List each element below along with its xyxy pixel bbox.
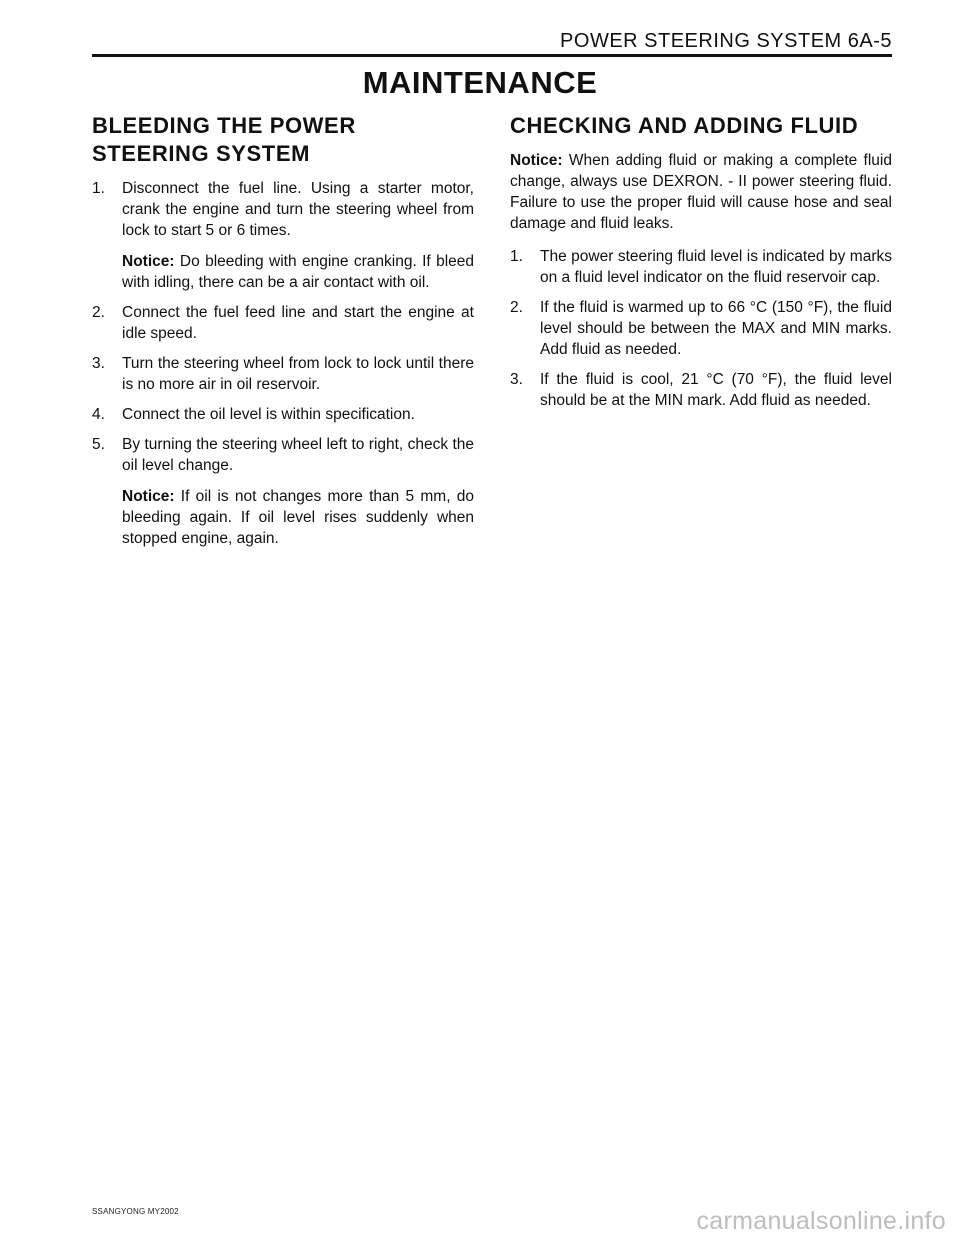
checking-intro-notice — [510, 150, 892, 234]
step-text: Connect the fuel feed line and start the engine at idle speed. — [122, 304, 474, 342]
bleeding-heading — [92, 112, 474, 168]
bleeding-steps — [92, 178, 474, 549]
step-text: Turn the steering wheel from lock to lock until there is no more air in oil reservoir. — [122, 355, 474, 393]
step-text: The power steering fluid level is indicated by marks on a fluid level indicator on the fluid reservoir cap. — [540, 248, 892, 286]
checking-section — [510, 112, 892, 420]
bleeding-section — [92, 112, 474, 558]
checking-heading: CHECKING AND ADDING FLUID — [510, 113, 859, 138]
list-item — [92, 178, 474, 293]
step-number: 1. — [92, 180, 105, 197]
step-number: 2. — [510, 299, 523, 316]
page-header-title: POWER STEERING SYSTEM 6A-5 — [560, 30, 892, 52]
page-title: MAINTENANCE — [362, 65, 598, 100]
step-number: 4. — [92, 406, 105, 423]
step-text: Connect the oil level is within specification. — [122, 406, 415, 423]
list-item — [92, 353, 474, 395]
list-item — [92, 302, 474, 344]
step-text: If the fluid is warmed up to 66 °C (150 °F), the fluid level should be between the MAX and MIN marks. Add fluid as needed. — [540, 299, 892, 358]
notice-text: When adding fluid or making a complete fluid change, always use DEXRON. - II power steering fluid. Failure to use the proper fluid will cause hose and seal damage and fluid leaks. — [510, 152, 892, 232]
bleeding-heading-line1: BLEEDING THE POWER — [92, 113, 356, 138]
step-text: By turning the steering wheel left to right, check the oil level change. — [122, 436, 474, 474]
checking-steps — [510, 246, 892, 411]
notice-label: Notice: — [122, 253, 175, 270]
site-watermark: carmanualsonline.info — [696, 1207, 946, 1235]
step-notice — [122, 251, 474, 293]
step-text: If the fluid is cool, 21 °C (70 °F), the fluid level should be at the MIN mark. Add fluid as needed. — [540, 371, 892, 409]
step-number: 1. — [510, 248, 523, 265]
step-number: 3. — [92, 355, 105, 372]
bleeding-heading-line2: STEERING SYSTEM — [92, 141, 311, 166]
notice-label: Notice: — [510, 152, 563, 169]
list-item — [510, 246, 892, 288]
step-number: 5. — [92, 436, 105, 453]
list-item — [510, 297, 892, 360]
footer-model-year: SSANGYONG MY2002 — [92, 1207, 179, 1216]
step-number: 2. — [92, 304, 105, 321]
list-item — [92, 404, 474, 425]
header-divider — [92, 54, 892, 57]
step-number: 3. — [510, 371, 523, 388]
list-item — [92, 434, 474, 549]
notice-text: Do bleeding with engine cranking. If bleed with idling, there can be a air contact with oil. — [122, 253, 474, 291]
notice-label: Notice: — [122, 488, 175, 505]
step-notice — [122, 486, 474, 549]
notice-text: If oil is not changes more than 5 mm, do bleeding again. If oil level rises suddenly when stopped engine, again. — [122, 488, 474, 547]
list-item — [510, 369, 892, 411]
step-text: Disconnect the fuel line. Using a starter motor, crank the engine and turn the steering wheel from lock to start 5 or 6 times. — [122, 180, 474, 239]
